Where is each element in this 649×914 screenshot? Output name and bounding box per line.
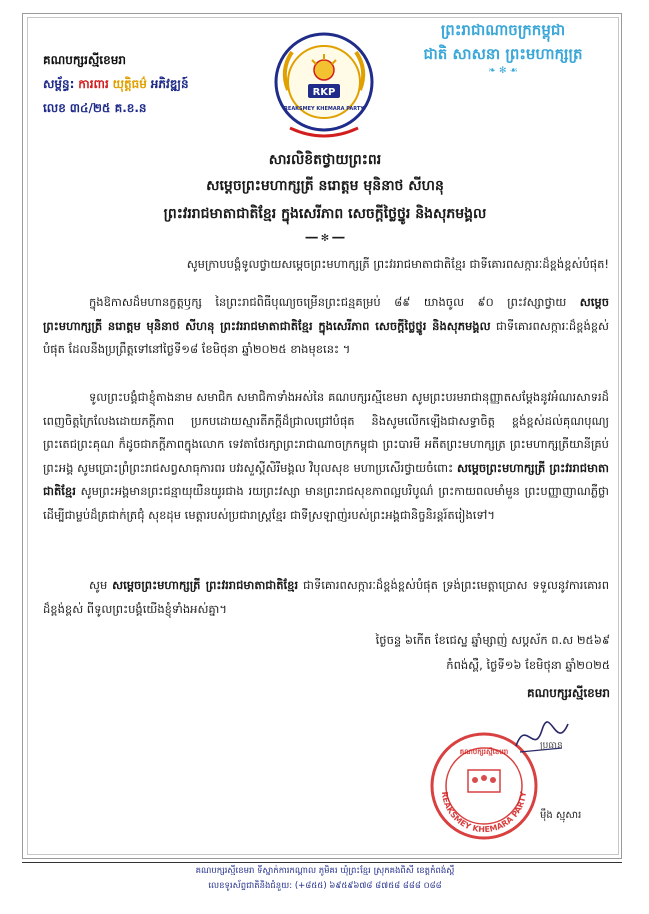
body-p2-royal-title: សម្តេចព្រះមហាក្សត្រី នរោត្តម មុនិនាថ សីហនុ ព្រះវររាជមាតាជាតិខ្មែរ ក្នុងសេរីភាព សេចក្តីថ្លៃថ្នូរ និងសុភមង្គល <box>43 295 609 333</box>
letterhead-left <box>43 48 189 120</box>
party-name: គណបក្សរស្មីខេមរា <box>43 53 126 67</box>
body-paragraph-2 <box>43 386 609 527</box>
handwritten-signature <box>512 712 572 762</box>
signatory-name: ម៉ឹង ស្មុសារ <box>540 810 582 821</box>
logo-abbrev: RKP <box>312 87 336 98</box>
kingdom-line-2: ជាតិ សាសនា ព្រះមហាក្សត្រ <box>423 45 583 63</box>
body-p4-lead: សូម <box>89 578 113 592</box>
body-p2-lead: ក្នុងឱកាសដ៏មហានក្ខត្តឫក្ស នៃព្រះរាជពិធីបុណ្យចម្រើនព្រះជន្មគម្រប់ ៨៩ យាងចូល ៩០ ព្រះវស្សាថ្វាយ <box>89 295 567 309</box>
reference-label: លេខ <box>43 101 66 115</box>
stamp-party-name: គណបក្សរស្មីខេមរា <box>459 748 509 756</box>
motto-word-2: យុត្តិធម៌ <box>112 77 147 91</box>
kingdom-ornament: ❧ ✻ ☙ <box>488 66 518 76</box>
reference-number <box>43 96 189 120</box>
signatory-party: គណបក្សរស្មីខេមរា <box>527 686 610 700</box>
lunar-date: ថ្ងៃចន្ទ ៦កើត ខែជេស្ឋ ឆ្នាំម្សាញ់ សប្តស័ក ព.ស ២៥៦៩ <box>375 633 610 647</box>
body-p4-royal-title: សម្តេចព្រះមហាក្សត្រី ព្រះវររាជមាតាជាតិខ្មែរ <box>112 578 299 592</box>
body-paragraph-3 <box>43 574 609 621</box>
body-p3-tail: សូមព្រះអង្គមានព្រះជន្មាយុយឺនយូរជាង រយព្រះវស្សា មានព្រះរាជសុខភាពល្អបរិបូណ៌ ព្រះកាយពលមាំមួន ព្រះបញ្ញាញាណភ្លឺថ្លា ដើម្បីជាម្លប់ដ៏ត្រជាក់ត្រជុំ សុខដុម មេត្តារបស់ប្រជារាស្ត្រខ្មែរ ជាទីស្រឡាញ់របស់ព្រះអង្គជានិច្ចនិរន្តរ៍តរៀងទៅ។ <box>43 484 609 522</box>
letter-title: សារលិខិតថ្វាយព្រះពរ <box>268 152 382 168</box>
body-p4-tail: ជាទីគោរពសក្ការៈដ៏ខ្ពង់ខ្ពស់បំផុត ទ្រង់ព្រះមេត្តាប្រោស ទទួលនូវការគោរពដ៏ខ្ពង់ខ្ពស់ ពីទូលព្រះបង្គំយើងខ្ញុំទាំងអស់គ្នា។ <box>43 578 609 616</box>
party-motto <box>43 72 189 96</box>
footer-phone: លេខទូរស័ព្ទជាតិនិងជំនួយ: (+៨៥៥) ៦៩៥៩៦៧៨ ៨៧៥៨ ៨៨៨ ០៨៨ <box>208 881 442 891</box>
letter-title-honorific: ព្រះវររាជមាតាជាតិខ្មែរ ក្នុងសេរីភាព សេចក្តីថ្លៃថ្នូរ និងសុភមង្គល <box>163 206 487 222</box>
body-paragraph-1 <box>43 291 609 362</box>
salutation-paragraph: សូមក្រាបបង្គំទូលថ្វាយសម្តេចព្រះមហាក្សត្រី ព្រះវររាជមាតាជាតិខ្មែរ ជាទីគោរពសក្ការៈដ៏ខ្ពង់ខ្ពស់បំផុត! <box>186 257 609 271</box>
kingdom-line-1: ព្រះរាជាណាចក្រកម្ពុជា <box>440 21 566 39</box>
solar-date: កំពង់ស្ពឺ, ថ្ងៃទី១៦ ខែមិថុនា ឆ្នាំ២០២៥ <box>446 658 610 672</box>
stamp-text: REAKSMEY KHEMARA PARTY <box>439 791 529 835</box>
signatory-title: ប្រធាន <box>540 741 563 751</box>
party-logo-emblem <box>272 30 376 144</box>
kingdom-header <box>408 18 598 76</box>
logo-name: REAKSMEY KHEMARA PARTY <box>284 106 364 112</box>
body-p3-lead: ទូលព្រះបង្គំជាខ្ញុំតាងនាម សមាជិក សមាជិកាទាំងអស់នៃ គណបក្សរស្មីខេមរា សូមព្រះបរមរាជានុញ្ញាតសម្តែងនូវអំណរសាទរដ៏ពេញចិត្តក្រៃលែងដោយភក្តីភាព ប្រកបដោយស្មារតីភក្ដីដ៏ជ្រាលជ្រៅបំផុត និងសូមលើកឡើងជាសទ្ធាចិត្ត ខ្ពង់ខ្ពស់ដល់គុណបុណ្យព្រះតេជព្រះគុណ ក៏ដូចជាភក្តីភាពក្នុងលោក ទេវតាថែរក្សាព្រះរាជាណាចក្រកម្ពុជា ព្រះបារមី អតីតព្រះមហាក្សត្រ ព្រះមហាក្សត្រីយានីគ្រប់ព្រះអង្គ សូមប្រោះព្រំព្រះរាជសព្វសាធុការពរ បវរសួស្តីសិរីមង្គល វិបុលសុខ មហាប្រសើរថ្វាយចំពោះ <box>43 390 609 475</box>
body-p2-tail: ជាទីគោរពសក្ការៈដ៏ខ្ពង់ខ្ពស់បំផុត ដែលនឹងប្រព្រឹត្តទៅនៅថ្ងៃទី១៨ ខែមិថុនា ឆ្នាំ២០២៥ ខាងមុខនេះ ។ <box>43 318 609 356</box>
motto-word-3: អភិវឌ្ឍន៍ <box>150 77 189 91</box>
letter-title-recipient: សម្តេចព្រះមហាក្សត្រី នរោត្តម មុនិនាថ សីហនុ <box>206 178 444 194</box>
title-ornament: ━━ ✻ ━━ <box>305 233 345 244</box>
footer-address: គណបក្សរស្មីខេមរា ទីស្នាក់ការកណ្តាល ភូមិគរ ឃុំព្រះខ្មែរ ស្រុកគងពិសី ខេត្តកំពង់ស្ពឺ <box>195 866 455 876</box>
reference-value: ៣៤/២៥ គ.ខ.ន <box>69 101 147 115</box>
body-p3-royal-title: សម្តេចព្រះមហាក្សត្រី ព្រះវររាជមាតាជាតិខ្មែរ <box>43 460 610 498</box>
motto-label: សម្ព័ន្ធ: <box>43 77 75 91</box>
footer-divider <box>22 862 622 863</box>
motto-word-1: ការពារ <box>78 77 109 91</box>
